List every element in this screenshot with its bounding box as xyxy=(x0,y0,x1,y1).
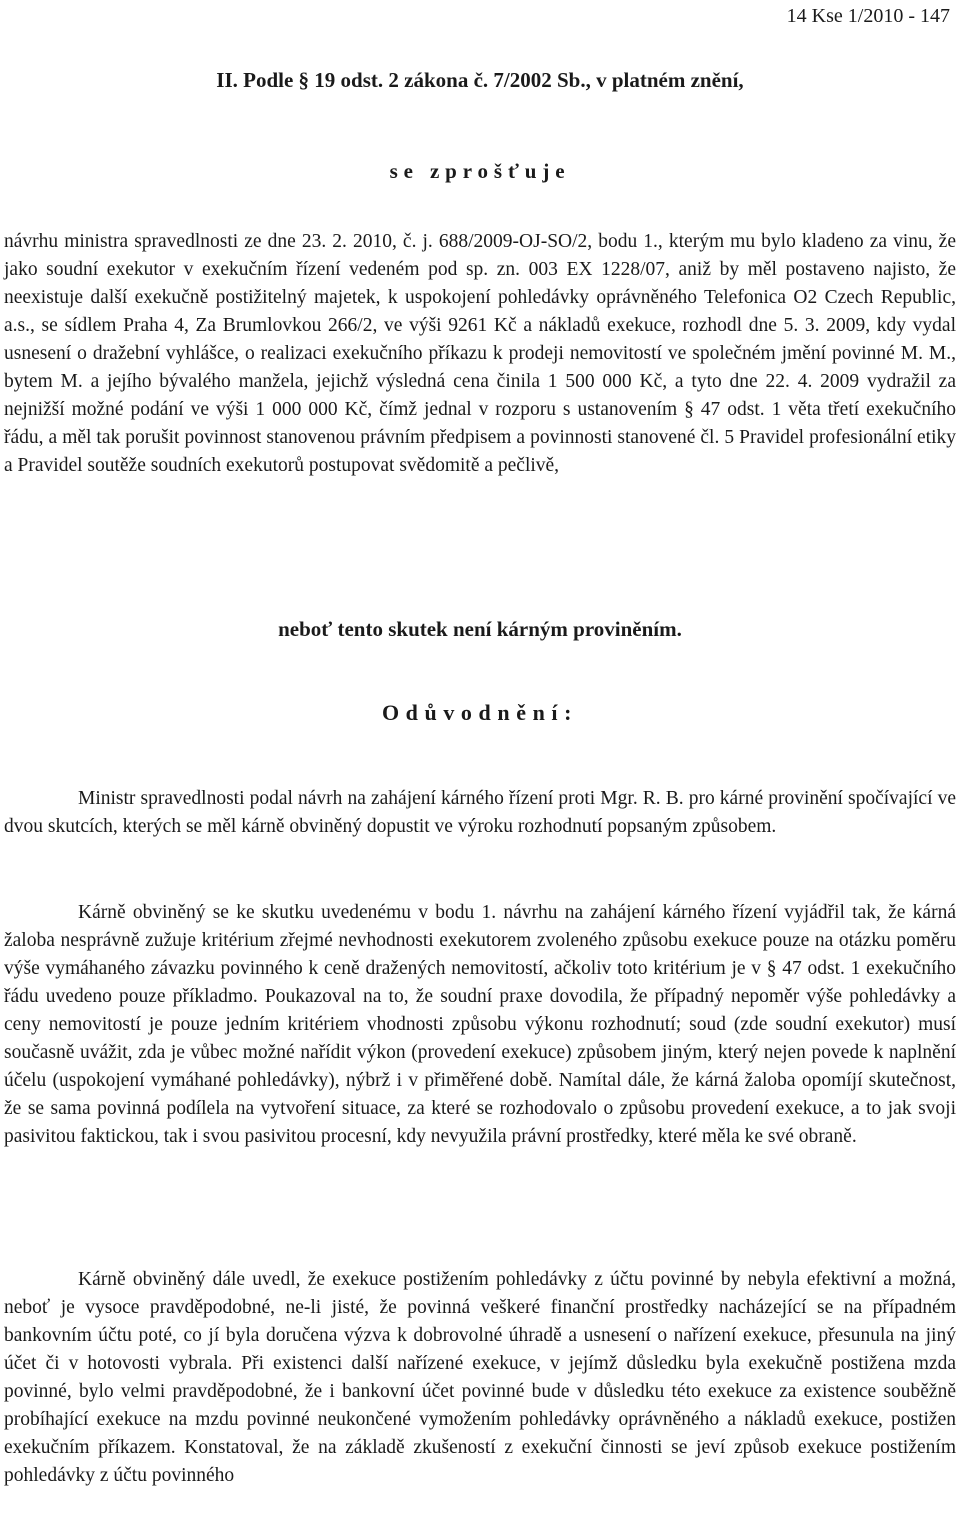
case-number: 14 Kse 1/2010 - 147 xyxy=(786,5,950,27)
reason-heading: neboť tento skutek není kárným proviněním. xyxy=(278,617,682,641)
justification-paragraph: Ministr spravedlnosti podal návrh na zahájení kárného řízení proti Mgr. R. B. pro kárné provinění spočívající ve dvou skutcích, kterých se měl kárně obviněný dopustit ve výroku rozhodnutí popsaným způsobem. xyxy=(4,788,956,837)
decision-text: návrhu ministra spravedlnosti ze dne 23. 2. 2010, č. j. 688/2009-OJ-SO/2, bodu 1., kterým mu bylo kladeno za vinu, že jako soudní exekutor v exekučním řízení vedeném pod sp. zn. 003 EX 1228/07, aniž by měl postaveno najisto, že neexistuje další exekučně postižitelný majetek, k uspokojení pohledávky oprávněného Telefonica O2 Czech Republic, a.s., se sídlem Praha 4, Za Brumlovkou 266/2, ve výši 9261 Kč a nákladů exekuce, rozhodl dne 5. 3. 2009, kdy vydal usnesení o dražební vyhlášce, o realizaci exekučního příkazu k prodeji nemovitostí ve společném jmění povinné M. M., bytem M. a jejího bývalého manžela, jejichž výsledná cena činila 1 500 000 Kč, a tyto dne 22. 4. 2009 vydražil za nejnižší možné podání ve výši 1 000 000 Kč, čímž jednal v rozporu s ustanovením § 47 odst. 1 věta třetí exekučního řádu, a měl tak porušit povinnost stanovenou právním předpisem a povinnosti stanovené čl. 5 Pravidel profesionální etiky a Pravidel soutěže soudních exekutorů postupovat svědomitě a pečlivě, xyxy=(4,231,956,476)
justification-heading: Odůvodnění: xyxy=(381,700,579,725)
decision-word: se zprošťuje xyxy=(389,159,571,183)
justification-paragraph: Kárně obviněný se ke skutku uvedenému v bodu 1. návrhu na zahájení kárného řízení vyjádřil tak, že kárná žaloba nesprávně zužuje kritérium zřejmé nevhodnosti exekutorem zvoleného způsobu exekuce pouze na otázku poměru výše vymáhaného závazku povinného k ceně dražených nemovitostí, ačkoliv toto kritérium je v § 47 odst. 1 exekučního řádu uvedeno pouze příkladmo. Poukazoval na to, že soudní praxe dovodila, že případný nepoměr výše pohledávky a ceny nemovitostí je pouze jedním kritériem vhodnosti způsobu výkonu rozhodnutí; soud (zde soudní exekutor) musí současně uvážit, zda je vůbec možné nařídit výkon (provedení exekuce) způsobem jiným, který nejen povede k naplnění účelu (uspokojení vymáhané pohledávky), nýbrž i v přiměřené době. Namítal dále, že kárná žaloba opomíjí skutečnost, že se sama povinná podílela na vytvoření situace, za které se rozhodovalo o způsobu provedení exekuce, a to jak svoji pasivitou faktickou, tak i svou pasivitou procesní, kdy nevyužila právní prostředky, které měla ke své obraně. xyxy=(4,902,956,1147)
justification-paragraph: Kárně obviněný dále uvedl, že exekuce postižením pohledávky z účtu povinné by nebyla efektivní a možná, neboť je vysoce pravděpodobné, ne-li jisté, že povinná veškeré finanční prostředky nacházející se na případném bankovním účtu poté, co jí byla doručena výzva k dobrovolné úhradě a usnesení o nařízení exekuce, přesunula na jiný účet či v hotovosti vybrala. Při existenci další nařízené exekuce, v jejímž důsledku byla exekučně postižena mzda povinné, bylo velmi pravděpodobné, že i bankovní účet povinné bude v důsledku této exekuce za existence souběžně probíhající exekuce na mzdu povinné neukončené vymožením pohledávky oprávněného a nákladů exekuce, postižen exekučním příkazem. Konstatoval, že na základě zkušeností z exekuční činnosti se jeví způsob exekuce postižením pohledávky z účtu povinného xyxy=(4,1269,956,1486)
law-heading: II. Podle § 19 odst. 2 zákona č. 7/2002 Sb., v platném znění, xyxy=(216,68,744,92)
